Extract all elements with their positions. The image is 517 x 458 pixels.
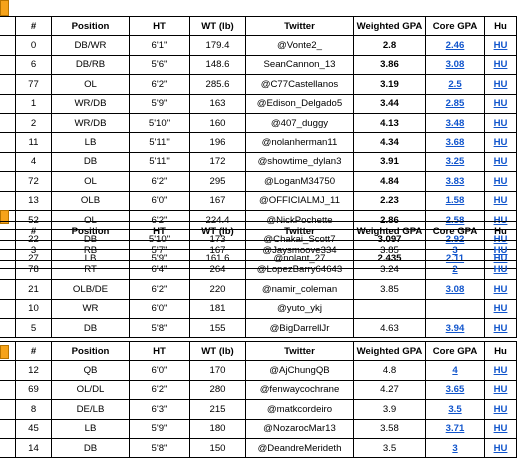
jersey-number: 13 [16,191,52,210]
twitter-handle: @BigDarrellJr [246,318,354,337]
jersey-number: 22 [16,230,52,249]
jersey-number: 4 [16,152,52,171]
weighted-gpa: 3.85 [354,280,426,299]
ht-header: HT [130,17,190,36]
height: 5'7" [130,241,190,260]
core-gpa[interactable]: 2.85 [426,94,485,113]
table-row [0,400,517,419]
num-header: # [16,342,52,361]
height: 5'10" [130,113,190,132]
num-header: # [16,222,52,241]
wt-header: WT (lb) [190,222,246,241]
position: LB [52,249,130,268]
row-stub-cell [0,172,16,191]
weighted-gpa: 3.19 [354,75,426,94]
position-header: Position [52,222,130,241]
weight: 167 [190,191,246,210]
height: 5'8" [130,318,190,337]
table-row [0,260,517,279]
jersey-number: 8 [16,400,52,419]
hudl-link[interactable]: HU [485,280,517,299]
hudl-link[interactable]: HU [485,172,517,191]
height: 6'2" [130,172,190,191]
weighted-gpa: 4.8 [354,361,426,380]
core-gpa[interactable]: 3 [426,241,485,260]
weighted-gpa: 4.27 [354,380,426,399]
weighted-gpa: 3.5 [354,438,426,457]
core-gpa[interactable]: 4 [426,361,485,380]
twitter-handle: @nolanherman11 [246,133,354,152]
weighted-gpa: 2.23 [354,191,426,210]
height: 5'10" [130,230,190,249]
jersey-number: 14 [16,438,52,457]
weight: 173 [190,230,246,249]
table-row [0,55,517,74]
header-row [0,342,517,361]
table-row [0,133,517,152]
height: 5'8" [130,438,190,457]
row-stub-cell [0,17,16,36]
core-gpa-header: Core GPA [426,17,485,36]
hudl-link[interactable]: HU [485,133,517,152]
weighted-gpa-header: Weighted GPA [354,17,426,36]
weighted-gpa: 4.63 [354,318,426,337]
twitter-handle: @fenwaycochrane [246,380,354,399]
hudl-link[interactable]: HU [485,260,517,279]
weight: 295 [190,172,246,191]
twitter-handle: @Edison_Delgado5 [246,94,354,113]
weighted-gpa: 4.34 [354,133,426,152]
row-stub-cell [0,222,16,241]
weight: 172 [190,152,246,171]
position: DB/WR [52,36,130,55]
position: WR [52,299,130,318]
table-row [0,94,517,113]
position: OL/DL [52,380,130,399]
jersey-number: 3 [16,241,52,260]
weight: 148.6 [190,55,246,74]
position: OL [52,172,130,191]
jersey-number: 69 [16,380,52,399]
position: WR/DB [52,113,130,132]
table-row [0,191,517,210]
row-stub-cell [0,419,16,438]
core-gpa[interactable]: 2.11 [426,249,485,268]
hudl-link[interactable]: HU [485,318,517,337]
weight: 180 [190,419,246,438]
jersey-number: 6 [16,55,52,74]
ht-header: HT [130,222,190,241]
row-stub-cell [0,380,16,399]
twitter-handle: SeanCannon_13 [246,55,354,74]
position: DB/RB [52,55,130,74]
weight: 220 [190,280,246,299]
twitter-handle: @407_duggy [246,113,354,132]
row-stub-cell [0,133,16,152]
core-gpa[interactable] [426,299,485,318]
table-row [0,241,517,260]
hudl-link[interactable]: HU [485,113,517,132]
twitter-handle: @Jaysmoove334 [246,241,354,260]
position: DB [52,318,130,337]
jersey-number: 1 [16,94,52,113]
core-gpa[interactable]: 3.68 [426,133,485,152]
weighted-gpa: 4.84 [354,172,426,191]
position: WR/DB [52,94,130,113]
hudl-link[interactable]: HU [485,400,517,419]
twitter-header: Twitter [246,222,354,241]
twitter-handle: @LopezBarry64643 [246,260,354,279]
table-row [0,438,517,457]
row-stub-cell [0,113,16,132]
twitter-handle: @matkcordeiro [246,400,354,419]
weighted-gpa: 3.86 [354,55,426,74]
height: 5'9" [130,94,190,113]
weight: 167 [190,241,246,260]
table-row [0,152,517,171]
height: 5'9" [130,249,190,268]
jersey-number: 2 [16,113,52,132]
height: 6'3" [130,400,190,419]
row-stub-cell [0,361,16,380]
twitter-handle: @AjChungQB [246,361,354,380]
jersey-number: 72 [16,172,52,191]
core-gpa[interactable]: 2.5 [426,75,485,94]
table-row [0,361,517,380]
weighted-gpa: 2.435 [354,249,426,268]
weighted-gpa: 2.8 [354,36,426,55]
hudl-link[interactable]: HU [485,299,517,318]
weighted-gpa: 3.91 [354,152,426,171]
hudl-link[interactable]: HU [485,380,517,399]
position: QB [52,361,130,380]
position: OLB/DE [52,280,130,299]
twitter-handle: @Vonte2_ [246,36,354,55]
weighted-gpa: 3.24 [354,260,426,279]
weighted-gpa-header: Weighted GPA [354,222,426,241]
row-stub-cell [0,55,16,74]
core-gpa-header: Core GPA [426,342,485,361]
weight: 155 [190,318,246,337]
position: RT [52,260,130,279]
weight: 163 [190,94,246,113]
twitter-header: Twitter [246,342,354,361]
jersey-number: 11 [16,133,52,152]
jersey-number: 77 [16,75,52,94]
row-stub-cell [0,36,16,55]
header-row [0,17,517,36]
core-gpa[interactable]: 2.58 [426,210,485,229]
weighted-gpa: 3.097 [354,230,426,249]
hudl-link[interactable]: HU [485,438,517,457]
table-row [0,75,517,94]
weight: 160 [190,113,246,132]
ht-header: HT [130,342,190,361]
table-row [0,172,517,191]
row-stub-cell [0,400,16,419]
core-gpa[interactable]: 3.08 [426,55,485,74]
section-marker-1 [0,0,9,16]
wt-header: WT (lb) [190,17,246,36]
position: LB [52,419,130,438]
height: 6'0" [130,191,190,210]
hudl-header: Hu [485,222,517,241]
weighted-gpa [354,299,426,318]
core-gpa[interactable]: 2.46 [426,36,485,55]
weighted-gpa: 3.85 [354,241,426,260]
hudl-link[interactable]: HU [485,191,517,210]
twitter-handle: @DeandreMerideth [246,438,354,457]
hudl-header: Hu [485,17,517,36]
weighted-gpa: 3.9 [354,400,426,419]
weight: 179.4 [190,36,246,55]
core-gpa[interactable]: 3.25 [426,152,485,171]
core-gpa[interactable]: 3.48 [426,113,485,132]
header-row [0,222,517,241]
jersey-number: 5 [16,318,52,337]
position: DE/LB [52,400,130,419]
core-gpa[interactable]: 3.71 [426,419,485,438]
weight: 285.6 [190,75,246,94]
row-stub-cell [0,94,16,113]
table-row [0,380,517,399]
wt-header: WT (lb) [190,342,246,361]
weight: 264 [190,260,246,279]
weight: 215 [190,400,246,419]
weight: 280 [190,380,246,399]
jersey-number: 52 [16,210,52,229]
height: 5'11" [130,152,190,171]
position: RB [52,241,130,260]
height: 6'1" [130,36,190,55]
weight: 170 [190,361,246,380]
hudl-header: Hu [485,342,517,361]
core-gpa-header: Core GPA [426,222,485,241]
weighted-gpa: 3.58 [354,419,426,438]
row-stub-cell [0,299,16,318]
weight: 181 [190,299,246,318]
core-gpa[interactable]: 3.08 [426,280,485,299]
table-row [0,299,517,318]
table-row [0,113,517,132]
weighted-gpa-header: Weighted GPA [354,342,426,361]
row-stub-cell [0,191,16,210]
jersey-number: 21 [16,280,52,299]
twitter-handle: @OFFICIALMJ_11 [246,191,354,210]
row-stub-cell [0,318,16,337]
jersey-number: 45 [16,419,52,438]
core-gpa[interactable]: 3 [426,438,485,457]
row-stub-cell [0,342,16,361]
twitter-handle: @NickPochette [246,210,354,229]
weight: 150 [190,438,246,457]
position: DB [52,152,130,171]
hudl-link[interactable]: HU [485,419,517,438]
core-gpa[interactable]: 3.65 [426,380,485,399]
jersey-number: 78 [16,260,52,279]
hudl-link[interactable]: HU [485,361,517,380]
weighted-gpa: 3.44 [354,94,426,113]
position: DB [52,230,130,249]
jersey-number: 27 [16,249,52,268]
core-gpa[interactable]: 3.83 [426,172,485,191]
core-gpa[interactable]: 3.5 [426,400,485,419]
height: 5'11" [130,133,190,152]
core-gpa[interactable]: 2.92 [426,230,485,249]
hudl-link[interactable]: HU [485,36,517,55]
table-row [0,318,517,337]
row-stub-cell [0,260,16,279]
core-gpa[interactable]: 1.58 [426,191,485,210]
position: OL [52,75,130,94]
position-header: Position [52,17,130,36]
table-row [0,36,517,55]
height: 6'0" [130,299,190,318]
hudl-link[interactable]: HU [485,249,517,268]
table-row [0,419,517,438]
twitter-handle: @namir_coleman [246,280,354,299]
height: 6'2" [130,380,190,399]
twitter-handle: @yuto_ykj [246,299,354,318]
row-stub-cell [0,241,16,260]
table-row [0,280,517,299]
twitter-handle: @NozarocMar13 [246,419,354,438]
hudl-link[interactable]: HU [485,230,517,249]
hudl-link[interactable]: HU [485,55,517,74]
weight: 224.4 [190,210,246,229]
height: 5'9" [130,419,190,438]
twitter-handle: @nolant_27 [246,249,354,268]
twitter-handle: @LoganM34750 [246,172,354,191]
height: 6'2" [130,75,190,94]
position: OLB [52,191,130,210]
position: OL [52,210,130,229]
hudl-link[interactable]: HU [485,75,517,94]
row-stub-cell [0,280,16,299]
height: 6'2" [130,210,190,229]
row-stub-cell [0,75,16,94]
twitter-handle: @C77Castellanos [246,75,354,94]
jersey-number: 0 [16,36,52,55]
position: LB [52,133,130,152]
jersey-number: 12 [16,361,52,380]
jersey-number: 10 [16,299,52,318]
hudl-link[interactable]: HU [485,152,517,171]
weighted-gpa: 2.86 [354,210,426,229]
height: 6'2" [130,280,190,299]
weight: 161.6 [190,249,246,268]
height: 6'0" [130,361,190,380]
twitter-header: Twitter [246,17,354,36]
position-header: Position [52,342,130,361]
twitter-handle: @Chakai_Scott7 [246,230,354,249]
hudl-link[interactable]: HU [485,210,517,229]
height: 5'6" [130,55,190,74]
hudl-link[interactable]: HU [485,241,517,260]
hudl-link[interactable]: HU [485,94,517,113]
position: DB [52,438,130,457]
core-gpa[interactable]: 3.94 [426,318,485,337]
core-gpa[interactable]: 2 [426,260,485,279]
weighted-gpa: 4.13 [354,113,426,132]
row-stub-cell [0,152,16,171]
num-header: # [16,17,52,36]
weight: 196 [190,133,246,152]
height: 6'4" [130,260,190,279]
row-stub-cell [0,438,16,457]
twitter-handle: @showtime_dylan3 [246,152,354,171]
